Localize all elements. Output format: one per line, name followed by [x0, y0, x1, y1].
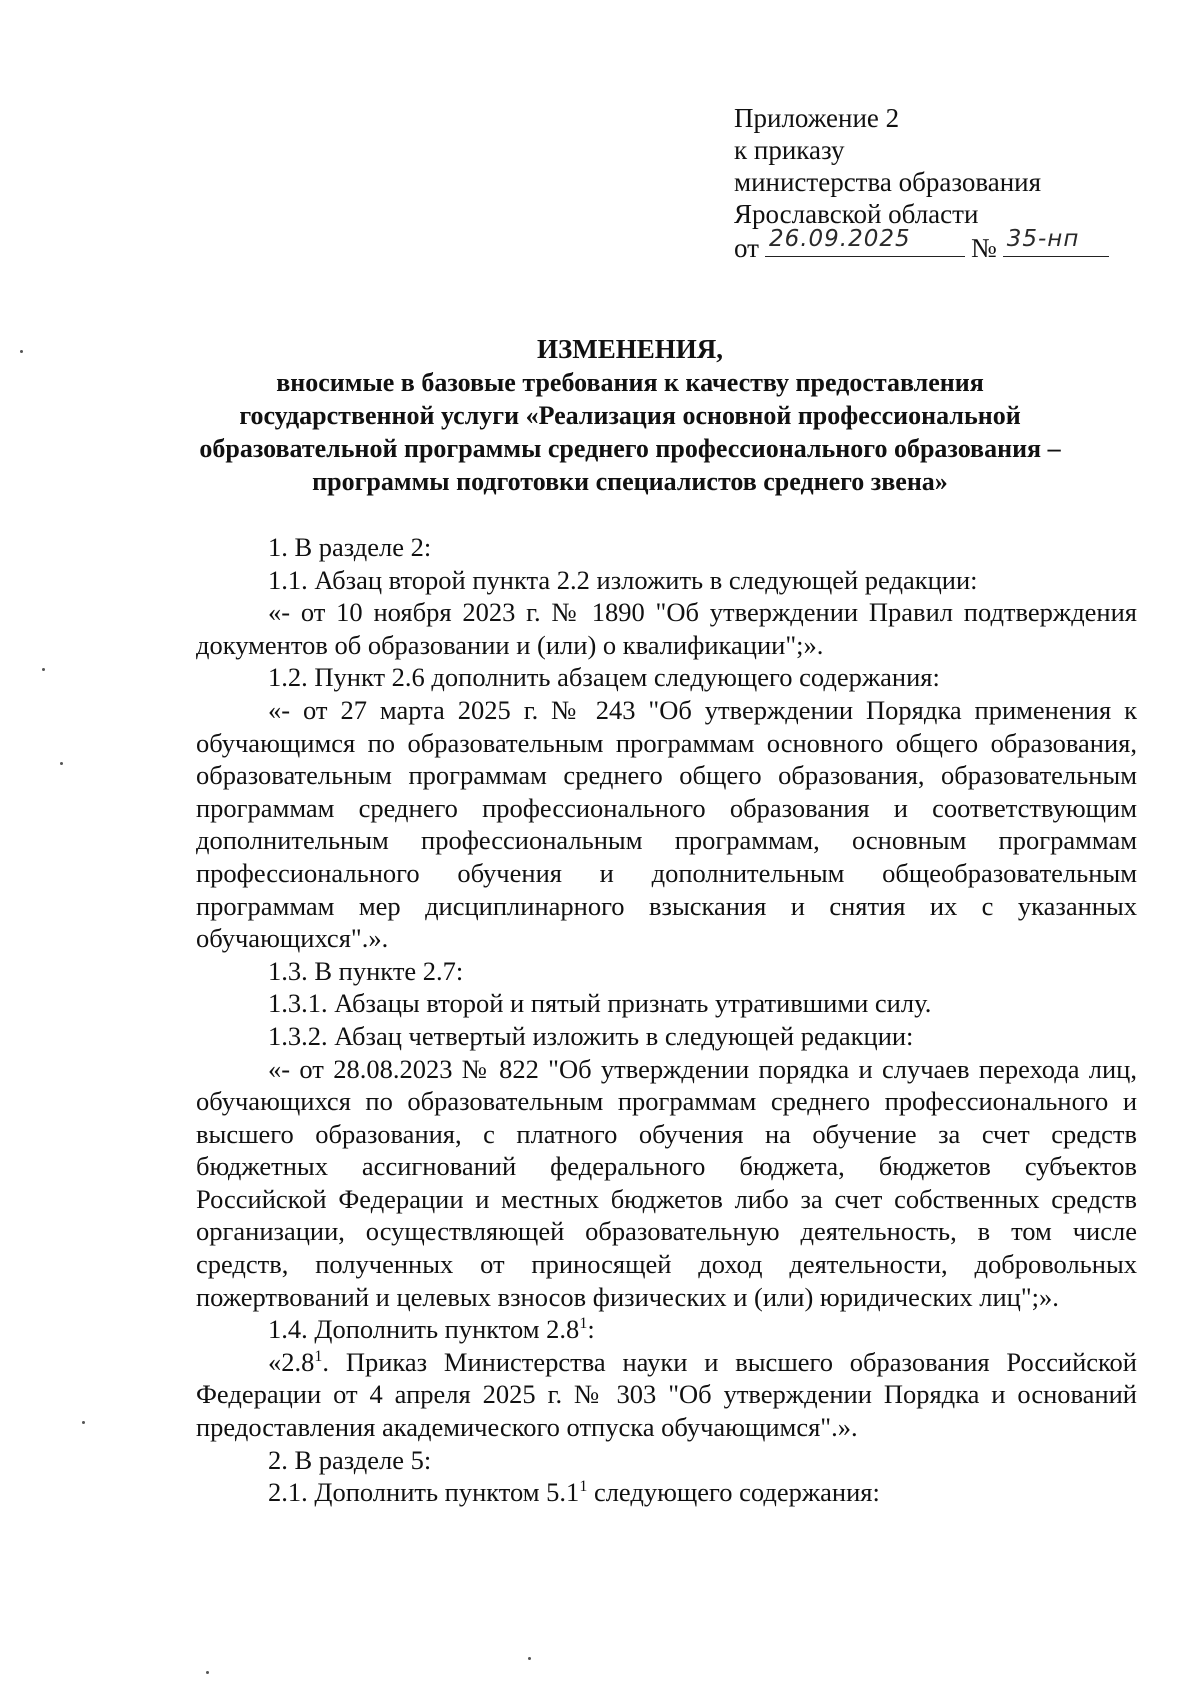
date-prefix: от — [734, 233, 759, 263]
paragraph-10-superscript: 1 — [579, 1315, 588, 1333]
paragraph-6: 1.3. В пункте 2.7: — [268, 955, 464, 986]
appendix-header — [734, 102, 1109, 264]
scan-speck — [82, 1421, 85, 1424]
paragraph-9: «- от 28.08.2023 № 822 "Об утверждении порядка и случаев перехода лиц, обучающихся по образовательным программам среднего профессионального и высшего образования, с платного обучения на обучение за счет средств бюджетных ассигнований федерального бюджета, бюджетов субъектов Российской Федерации и местных бюджетов либо за счет собственных средств организации, осуществляющей образовательную деятельность, в том числе средств, полученных от приносящей доход деятельности, добровольных пожертвований и целевых взносов физических и (или) юридических лиц";». — [196, 1053, 1137, 1312]
title-line-5: программы подготовки специалистов среднего звена» — [312, 467, 948, 496]
number-prefix: № — [970, 233, 997, 263]
appendix-line-1: Приложение 2 — [734, 103, 900, 133]
document-title — [160, 333, 1100, 498]
paragraph-13-superscript: 1 — [579, 1478, 588, 1496]
appendix-line-4: Ярославской области — [734, 199, 979, 229]
date-field — [765, 226, 965, 257]
appendix-line-2: к приказу — [734, 135, 845, 165]
paragraph-10 — [196, 1313, 1137, 1346]
scan-speck — [42, 668, 45, 671]
paragraph-12: 2. В разделе 5: — [268, 1444, 432, 1475]
scan-speck — [20, 350, 23, 353]
paragraph-11-superscript: 1 — [314, 1348, 323, 1366]
handwritten-date: 26.09.2025 — [768, 226, 911, 252]
paragraph-7: 1.3.1. Абзацы второй и пятый признать утратившими силу. — [268, 988, 932, 1019]
scan-speck — [60, 762, 63, 765]
paragraph-2: 1.1. Абзац второй пункта 2.2 изложить в следующей редакции: — [268, 564, 978, 595]
title-line-4: образовательной программы среднего профессионального образования – — [199, 434, 1061, 463]
document-body — [196, 531, 1137, 1509]
scan-speck — [528, 1657, 531, 1660]
paragraph-13-text: 2.1. Дополнить пунктом 5.1 — [268, 1477, 580, 1508]
paragraph-10-text: 1.4. Дополнить пунктом 2.8 — [268, 1314, 580, 1345]
paragraph-13-end: следующего содержания: — [587, 1477, 880, 1508]
paragraph-3: «- от 10 ноября 2023 г. № 1890 "Об утверждении Правил подтверждения документов об образовании и (или) о квалификации";». — [196, 597, 1137, 660]
paragraph-1: 1. В разделе 2: — [268, 532, 432, 562]
title-line-3: государственной услуги «Реализация основной профессиональной — [239, 401, 1021, 430]
handwritten-number: 35-нп — [1006, 226, 1080, 252]
paragraph-8: 1.3.2. Абзац четвертый изложить в следующей редакции: — [268, 1020, 914, 1051]
title-line-2: вносимые в базовые требования к качеству предоставления — [276, 368, 984, 397]
paragraph-11 — [196, 1346, 1137, 1444]
paragraph-11-text: . Приказ Министерства науки и высшего образования Российской Федерации от 4 апреля 2025 г. № 303 "Об утверждении Порядка и оснований предоставления академического отпуска обучающимся".». — [196, 1346, 1137, 1443]
title-main: ИЗМЕНЕНИЯ, — [536, 334, 723, 364]
paragraph-5: «- от 27 марта 2025 г. № 243 "Об утверждении Порядка применения к обучающимся по образовательным программам основного общего образования, образовательным программам среднего общего образования, образовательным программам среднего профессионального образования и соответствующим дополнительным профессиональным программам, основным программам профессионального обучения и дополнительным общеобразовательным программам мер дисциплинарного взыскания и снятия их с указанных обучающихся".». — [196, 694, 1137, 954]
order-date-number-line — [734, 226, 1109, 264]
number-field — [1003, 226, 1109, 257]
paragraph-10-end: : — [587, 1314, 595, 1345]
appendix-line-3: министерства образования — [734, 167, 1042, 197]
paragraph-13 — [196, 1476, 1137, 1509]
paragraph-11-start: «2.8 — [268, 1346, 315, 1377]
paragraph-4: 1.2. Пункт 2.6 дополнить абзацем следующего содержания: — [268, 662, 940, 693]
scan-speck — [206, 1671, 209, 1674]
